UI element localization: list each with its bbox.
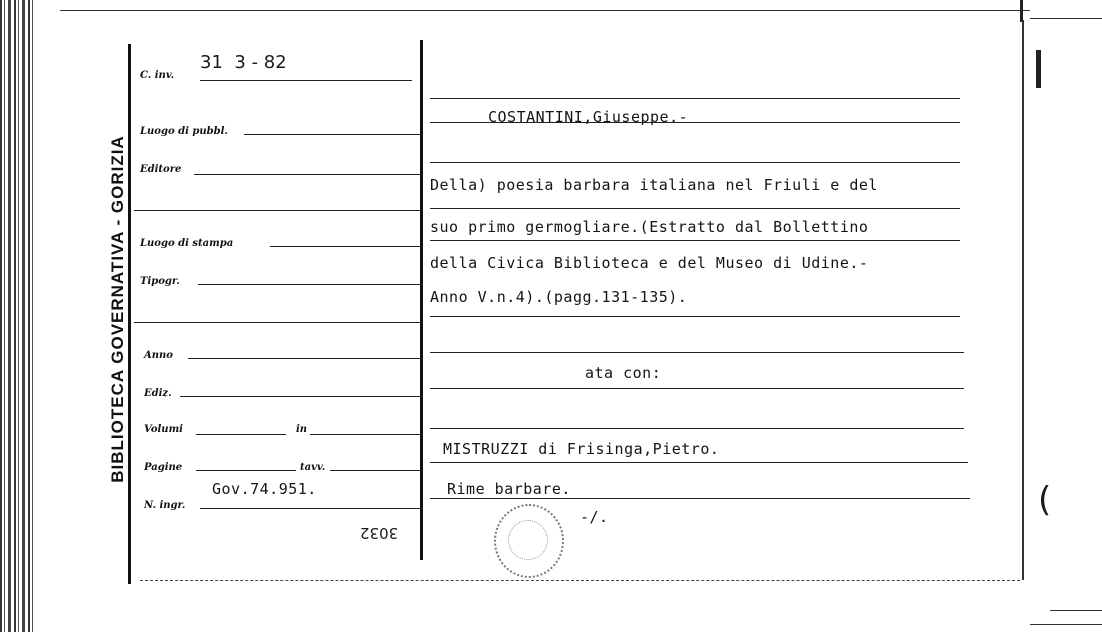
handwritten-number: 3032	[360, 524, 399, 542]
title-line-4: Anno V.n.4).(pagg.131-135).	[430, 288, 688, 306]
card-right-edge	[1022, 20, 1024, 580]
right-rule-5	[430, 240, 960, 241]
ediz-label: Ediz.	[144, 388, 172, 399]
title-line-3: della Civica Biblioteca e del Museo di Udine.-	[430, 254, 869, 272]
n-ingr-label: N. ingr.	[144, 500, 186, 511]
in-label: in	[296, 424, 308, 435]
c-inv-value: 31 3 - 82	[200, 52, 287, 73]
bound-author: MISTRUZZI di Frisinga,Pietro.	[443, 440, 720, 458]
pagine-label: Pagine	[144, 462, 183, 473]
right-rule-3	[430, 162, 960, 163]
luogo-stampa-label: Luogo di stampa	[140, 238, 234, 249]
library-spine-text: BIBLIOTECA GOVERNATIVA - GORIZIA	[108, 135, 127, 483]
bracket-mark: (	[1038, 480, 1052, 520]
bound-title: Rime barbare.	[447, 480, 571, 498]
luogo-pubbl-underline	[244, 134, 420, 135]
tipogr-underline-2	[134, 322, 420, 323]
right-rule-8	[430, 388, 964, 389]
c-inv-underline	[200, 80, 412, 81]
right-rule-4	[430, 208, 960, 209]
right-rule-10	[430, 462, 968, 463]
tipogr-label: Tipogr.	[140, 276, 180, 287]
luogo-pubbl-label: Luogo di pubbl.	[140, 126, 228, 137]
tipogr-underline	[198, 284, 420, 285]
tavv-label: tavv.	[300, 462, 326, 473]
n-ingr-value: Gov.74.951.	[212, 480, 317, 498]
bottom-dashed-edge	[140, 580, 1020, 581]
title-line-1: Della) poesia barbara italiana nel Friuli e del	[430, 176, 878, 194]
pagine-underline	[196, 470, 296, 471]
right-rule-9	[430, 428, 964, 429]
volumi-underline	[196, 434, 286, 435]
bottom-right-line-2	[1030, 624, 1102, 625]
editore-underline-2	[134, 210, 420, 211]
editore-underline	[194, 174, 420, 175]
right-rule-6	[430, 316, 960, 317]
tavv-underline	[330, 470, 420, 471]
right-edge-mark	[1020, 0, 1023, 22]
bound-suffix: -/.	[580, 508, 609, 526]
c-inv-label: C. inv.	[140, 70, 175, 81]
top-border-line-2	[1030, 18, 1102, 19]
n-ingr-underline	[200, 508, 420, 509]
scan-edge	[0, 0, 34, 632]
right-edge-tick	[1036, 50, 1041, 88]
top-border-line	[60, 10, 1030, 11]
title-line-2: suo primo germogliare.(Estratto dal Bollettino	[430, 218, 869, 236]
right-rule-7	[430, 352, 964, 353]
volumi-label: Volumi	[144, 424, 183, 435]
bound-with-label: ata con:	[585, 364, 662, 382]
left-margin-rule	[128, 44, 131, 584]
bottom-right-line	[1050, 610, 1102, 611]
right-rule-1	[430, 98, 960, 99]
right-rule-11	[430, 498, 970, 499]
anno-underline	[188, 358, 420, 359]
editore-label: Editore	[140, 164, 182, 175]
anno-label: Anno	[144, 350, 173, 361]
in-underline	[310, 434, 420, 435]
luogo-stampa-underline	[270, 246, 420, 247]
ediz-underline	[180, 396, 420, 397]
center-divider-rule	[420, 40, 423, 560]
library-stamp-inner	[508, 520, 548, 560]
author-heading: COSTANTINI,Giuseppe.-	[488, 108, 689, 126]
